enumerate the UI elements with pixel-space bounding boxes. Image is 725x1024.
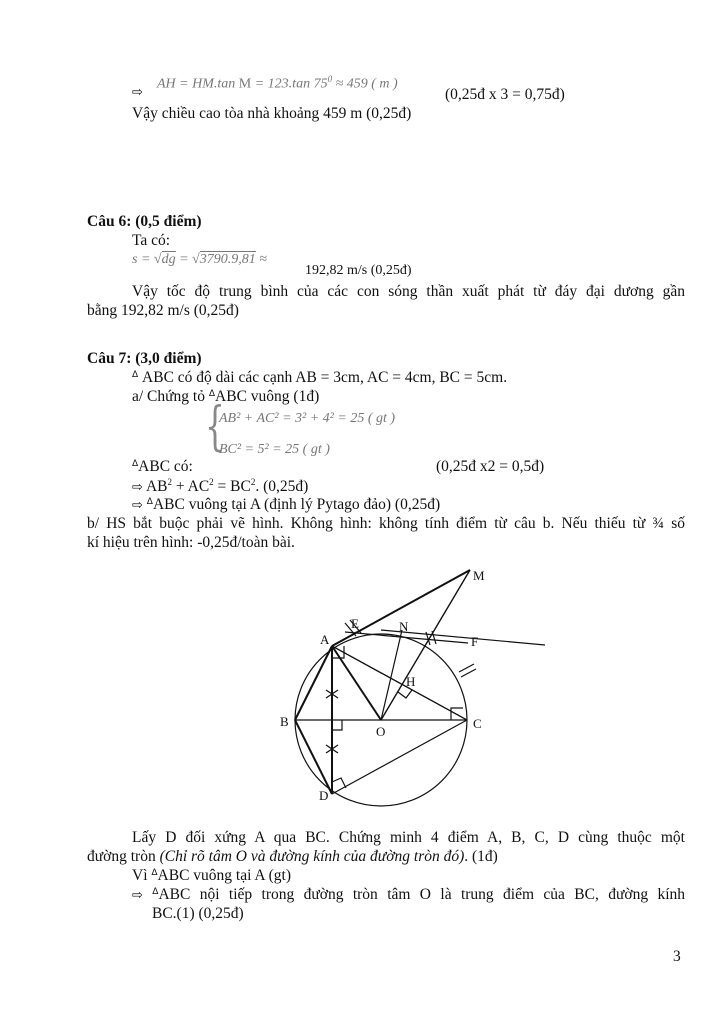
right-angle-d	[332, 778, 346, 788]
triangle-icon: Δ	[151, 868, 158, 878]
q7-given: $^\Delta$ ABC có độ dài các cạnh AB = 3cm, AC = 4cm, BC = 5cm.	[132, 369, 508, 386]
q7-part-a: a/ Chứng tỏ $^\Delta$ABC vuông (1đ)	[132, 388, 320, 405]
right-arrow-icon: ⇨	[132, 480, 143, 496]
label-h: H	[406, 674, 416, 689]
segment-cd	[332, 720, 467, 794]
right-arrow-icon: ⇨	[132, 888, 143, 903]
system-line2: BC² = 5² = 25 ( gt )	[219, 442, 330, 457]
triangle-icon: Δ	[146, 497, 153, 507]
label-o: O	[376, 724, 386, 739]
part-b-line1: b/ HS bắt buộc phải vẽ hình. Không hình: không tính điểm từ câu b. Nếu thiếu từ ¾ số	[87, 515, 685, 532]
inscribed-line1: ⇨ $^\Delta$ABC nội tiếp trong đường tròn tâm O là trung điểm của BC, đường kính	[132, 886, 686, 903]
score-a: (0,25đ x2 = 0,5đ)	[436, 458, 545, 475]
vi-line: Vì $^\Delta$ABC vuông tại A (gt)	[132, 867, 292, 884]
triangle-icon: Δ	[132, 370, 139, 380]
height-formula: AH = HM.tan M = 123.tan $75^0 \approx 459$ ( m )	[157, 74, 398, 92]
label-n: N	[399, 619, 409, 634]
right-angle-h	[398, 690, 412, 698]
label-a: A	[320, 632, 330, 647]
label-e: E	[351, 616, 359, 631]
height-conclusion: Vậy chiều cao tòa nhà khoảng 459 m (0,25đ)	[132, 105, 412, 122]
inscribed-line2: BC.(1) (0,25đ)	[152, 905, 244, 922]
q6-intro: Ta có:	[132, 232, 171, 249]
system-brace: {	[205, 397, 225, 457]
label-d: D	[319, 788, 329, 803]
speed-formula: s = √dg = √3790.9,81 ≈	[132, 252, 267, 267]
label-m: M	[473, 568, 485, 583]
label-c: C	[473, 716, 482, 731]
triangle-icon: Δ	[132, 459, 139, 469]
label-f: F	[471, 634, 479, 649]
right-arrow-icon: ⇨	[132, 498, 143, 513]
segment-ah	[332, 646, 467, 720]
abc-has: $^\Delta$ABC có:	[132, 458, 193, 475]
page-number: 3	[673, 948, 681, 965]
triangle-icon: Δ	[208, 389, 216, 399]
label-b: B	[280, 714, 289, 729]
q7-heading: Câu 7: (3,0 điểm)	[87, 350, 202, 367]
q6-heading: Câu 6: (0,5 điểm)	[87, 213, 202, 230]
step1: ⇨ $AB^2 + AC^2 = BC^2$. (0,25đ)	[132, 477, 309, 496]
q6-result: 192,82 m/s (0,25đ)	[305, 263, 412, 278]
q6-conclusion-line1: Vậy tốc độ trung bình của các con sóng thần xuất phát từ đáy đại dương gần	[132, 283, 685, 300]
segment-bd	[295, 720, 332, 794]
segment-ab	[295, 646, 332, 720]
part-b-line2: kí hiệu trên hình: -0,25đ/toàn bài.	[87, 534, 295, 551]
score-top: (0,25đ x 3 = 0,75đ)	[445, 86, 565, 103]
system-line1: AB² + AC² = 3² + 4² = 25 ( gt )	[219, 411, 396, 426]
triangle-icon: Δ	[152, 887, 159, 897]
d-line1: Lấy D đối xứng A qua BC. Chứng minh 4 điểm A, B, C, D cùng thuộc một	[132, 829, 685, 846]
d-line2: đường tròn (Chỉ rõ tâm O và đường kính của đường tròn đó). (1đ)	[87, 848, 498, 865]
segment-ao	[332, 646, 381, 720]
right-arrow-icon: ⇨	[132, 85, 143, 100]
q6-conclusion-line2: bằng 192,82 m/s (0,25đ)	[87, 302, 239, 319]
step2: ⇨ $^\Delta$ABC vuông tại A (định lý Pytago đảo) (0,25đ)	[132, 496, 441, 513]
right-angle-bc	[332, 720, 342, 730]
